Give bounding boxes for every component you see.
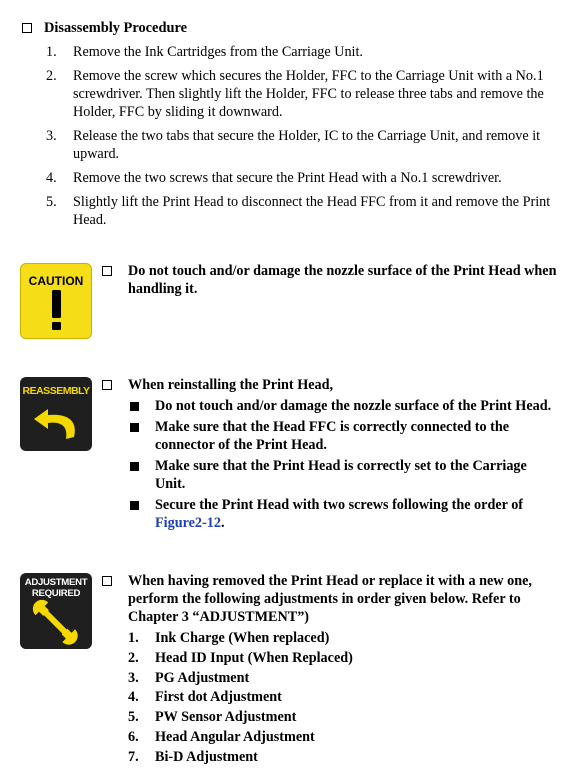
reassembly-intro: When reinstalling the Print Head, bbox=[128, 377, 334, 393]
section-header bbox=[22, 19, 187, 37]
step-item bbox=[0, 127, 575, 163]
step-item bbox=[0, 193, 575, 229]
adjustment-list bbox=[102, 629, 557, 768]
bullet-square-icon bbox=[130, 402, 139, 411]
procedure-steps bbox=[0, 43, 575, 235]
adjustment-row bbox=[102, 572, 557, 626]
adjustment-item-text: Head Angular Adjustment bbox=[155, 728, 315, 745]
bullet-text: Do not touch and/or damage the nozzle surface of the Print Head. bbox=[155, 398, 552, 414]
wrench-icon bbox=[20, 573, 92, 649]
adjustment-item-text: Head ID Input (When Replaced) bbox=[155, 649, 353, 666]
step-item bbox=[0, 67, 575, 121]
adjustment-intro: When having removed the Print Head or replace it with a new one, perform the following adjustments in order given below. Refer to Chapter 3 “ADJUSTMENT”) bbox=[128, 573, 532, 625]
adjustment-item bbox=[102, 708, 557, 728]
reassembly-checkbox bbox=[102, 380, 112, 390]
adjustment-item bbox=[102, 748, 557, 768]
adjustment-item bbox=[102, 669, 557, 689]
step-number: 5. bbox=[46, 194, 57, 210]
caution-row bbox=[102, 262, 557, 298]
bullet-square-icon bbox=[130, 462, 139, 471]
step-number: 2. bbox=[46, 68, 57, 84]
adjustment-item bbox=[102, 728, 557, 748]
step-number: 3. bbox=[46, 128, 57, 144]
step-text: Slightly lift the Print Head to disconnect the Head FFC from it and remove the Print Head. bbox=[73, 194, 551, 228]
caution-notice bbox=[102, 262, 557, 298]
adjustment-item-number: 6. bbox=[128, 728, 139, 745]
caution-checkbox bbox=[102, 266, 112, 276]
adjustment-item-text: First dot Adjustment bbox=[155, 689, 282, 706]
adjustment-item-number: 2. bbox=[128, 649, 139, 666]
return-arrow-icon bbox=[20, 377, 92, 451]
bullet-text: Secure the Print Head with two screws following the order of bbox=[155, 497, 524, 513]
adjustment-checkbox bbox=[102, 576, 112, 586]
adjustment-item-text: PG Adjustment bbox=[155, 669, 250, 686]
step-text: Remove the screw which secures the Holder, FFC to the Carriage Unit with a No.1 screwdriver. Then slightly lift the Holder, FFC to release three tabs and remove the Holder, FFC by sliding it downward. bbox=[73, 68, 544, 120]
step-item bbox=[0, 43, 575, 61]
step-text: Remove the two screws that secure the Print Head with a No.1 screwdriver. bbox=[73, 170, 502, 186]
adjustment-icon-label-line2: REQUIRED bbox=[31, 588, 81, 599]
bullet-text: Make sure that the Print Head is correctly set to the Carriage Unit. bbox=[155, 458, 527, 492]
adjustment-item bbox=[102, 629, 557, 649]
step-number: 4. bbox=[46, 170, 57, 186]
bullet-item bbox=[102, 496, 557, 532]
section-checkbox bbox=[22, 23, 32, 33]
adjustment-item-number: 5. bbox=[128, 709, 139, 726]
reassembly-icon bbox=[20, 377, 92, 451]
bullet-end: . bbox=[220, 515, 225, 531]
step-item bbox=[0, 169, 575, 187]
section-title: Disassembly Procedure bbox=[44, 20, 187, 36]
reassembly-icon-label: REASSEMBLY bbox=[22, 385, 90, 397]
step-number: 1. bbox=[46, 44, 57, 60]
bullet-text: Make sure that the Head FFC is correctly connected to the connector of the Print Head. bbox=[155, 419, 510, 453]
exclamation-icon bbox=[21, 264, 92, 339]
reassembly-bullets bbox=[102, 397, 557, 532]
adjustment-item-number: 3. bbox=[128, 669, 139, 686]
bullet-item bbox=[102, 457, 557, 493]
bullet-square-icon bbox=[130, 423, 139, 432]
bullet-item bbox=[102, 418, 557, 454]
caution-text: Do not touch and/or damage the nozzle surface of the Print Head when handling it. bbox=[128, 263, 557, 297]
adjustment-item bbox=[102, 649, 557, 669]
adjustment-item-number: 4. bbox=[128, 689, 139, 706]
adjustment-icon-label-line1: ADJUSTMENT bbox=[24, 577, 88, 588]
adjustment-item-text: Bi-D Adjustment bbox=[155, 748, 258, 765]
adjustment-required-icon bbox=[20, 573, 92, 649]
adjustment-item bbox=[102, 688, 557, 708]
step-text: Release the two tabs that secure the Holder, IC to the Carriage Unit, and remove it upward. bbox=[73, 128, 541, 162]
adjustment-item-text: Ink Charge (When replaced) bbox=[155, 630, 330, 646]
step-text: Remove the Ink Cartridges from the Carriage Unit. bbox=[73, 44, 363, 60]
adjustment-item-number: 7. bbox=[128, 748, 139, 765]
caution-icon-label: CAUTION bbox=[28, 274, 84, 288]
adjustment-item-number: 1. bbox=[128, 630, 139, 646]
figure-link[interactable]: Figure2-12 bbox=[155, 515, 221, 531]
bullet-item bbox=[102, 397, 557, 415]
reassembly-notice bbox=[102, 376, 557, 535]
bullet-square-icon bbox=[130, 501, 139, 510]
adjustment-item-text: PW Sensor Adjustment bbox=[155, 709, 297, 726]
reassembly-row bbox=[102, 376, 557, 394]
adjustment-notice bbox=[102, 572, 557, 768]
caution-icon bbox=[20, 263, 92, 339]
